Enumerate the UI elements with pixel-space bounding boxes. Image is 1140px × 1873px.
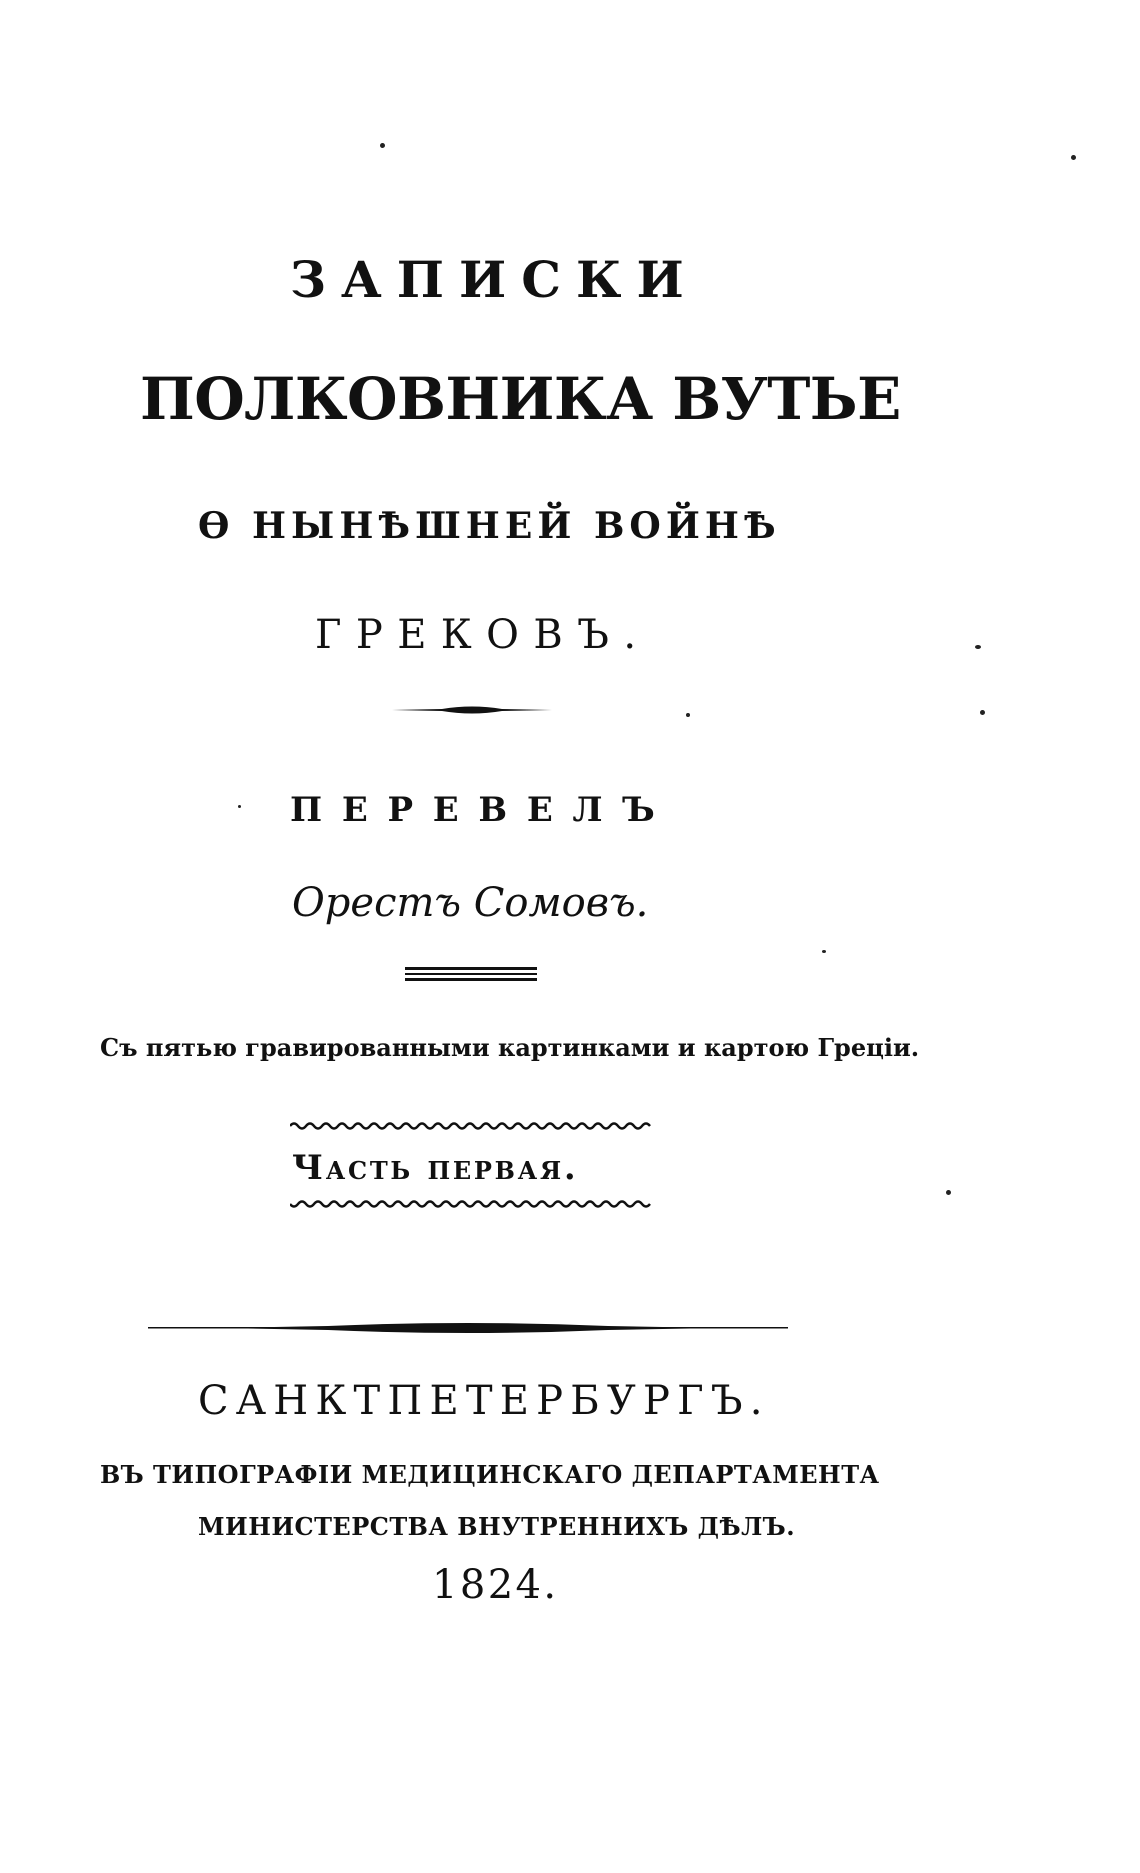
scan-speck [238, 805, 241, 808]
title-line-greeks: ГРЕКОВЪ. [315, 612, 651, 658]
ornamental-rule-1 [392, 702, 552, 718]
scan-speck [686, 713, 690, 717]
illustrations-note: Съ пятью гравированными картинками и картою Греціи. [100, 1033, 920, 1062]
scan-speck [946, 1190, 951, 1195]
scan-speck [380, 143, 385, 148]
scan-speck [975, 645, 981, 649]
city-name: САНКТПЕТЕРБУРГЪ. [198, 1378, 770, 1424]
publication-year: 1824. [432, 1562, 559, 1608]
press-line-2: МИНИСТЕРСТВА ВНУТРЕННИХЪ ДѢЛЪ. [198, 1512, 796, 1541]
press-line-1: ВЪ ТИПОГРАФІИ МЕДИЦИНСКАГО ДЕПАРТАМЕНТА [100, 1460, 880, 1489]
wavy-rule-bottom [290, 1198, 652, 1210]
scan-speck [1071, 155, 1076, 160]
scan-speck [980, 710, 985, 715]
wavy-rule-top [290, 1120, 652, 1132]
title-line-zapiski: ЗАПИСКИ [290, 250, 699, 309]
scan-speck [822, 950, 826, 953]
title-line-author: ПОЛКОВНИКА ВУТЬЕ [140, 365, 901, 433]
long-ornamental-rule [148, 1320, 788, 1336]
translator-name: Орестъ Сомовъ. [292, 880, 649, 926]
part-one: Часть первая. [292, 1148, 579, 1188]
double-rule [405, 965, 537, 983]
translated-by-label: ПЕРЕВЕЛЪ [290, 790, 675, 830]
title-line-war: Ѳ НЫНѢШНЕЙ ВОЙНѢ [198, 505, 781, 547]
